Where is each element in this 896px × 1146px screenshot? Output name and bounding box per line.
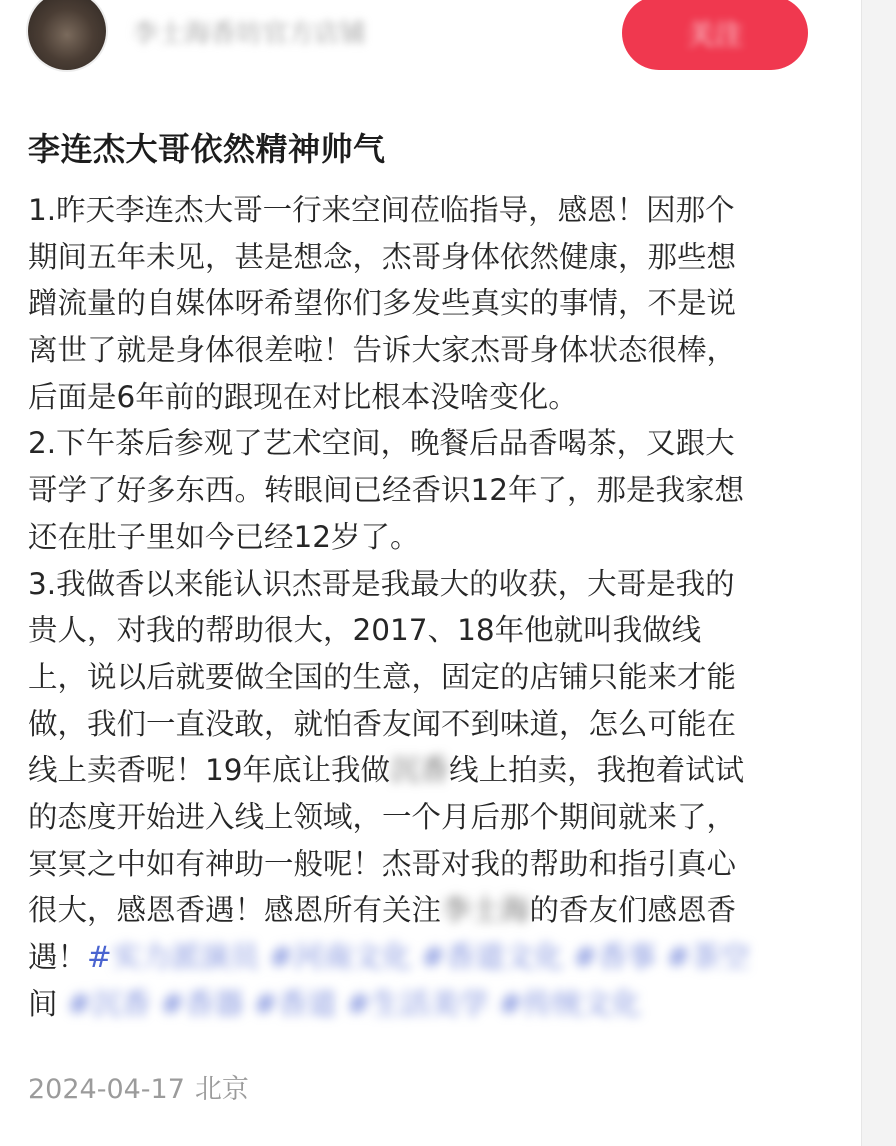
post-line (28, 934, 818, 981)
post-meta (28, 1068, 249, 1112)
redacted-text: 沉香 (390, 753, 450, 788)
post-location: 北京 (194, 1074, 249, 1105)
follow-button-label: 关注 (686, 18, 743, 51)
post-line (28, 887, 818, 934)
right-frame-edge (861, 0, 896, 1146)
post-line (28, 981, 818, 1028)
post-header (0, 0, 862, 80)
post-line: 冥冥之中如有神助一般呢！杰哥对我的帮助和指引真心 (28, 846, 737, 881)
post-line: 3.我做香以来能认识杰哥是我最大的收获，大哥是我的 (28, 566, 735, 601)
redacted-text: 李士海 (441, 893, 530, 928)
post-line: 贵人，对我的帮助很大，2017、18年他就叫我做线 (28, 613, 702, 648)
topic-tags[interactable]: 实力派演员 #河南文化 #香道文化 #香事 #茶空 (111, 940, 750, 974)
post-line: 后面是6年前的跟现在对比根本没啥变化。 (28, 379, 578, 414)
post-line: 哥学了好多东西。转眼间已经香识12年了，那是我家想 (28, 473, 745, 508)
post-text: 线上拍卖，我抱着试试 (449, 753, 745, 788)
follow-button[interactable] (622, 0, 808, 70)
username[interactable]: 李士海香坊官方店铺 (132, 19, 367, 49)
post-line: 1.昨天李连杰大哥一行来空间莅临指导，感恩！因那个 (28, 193, 735, 227)
post-line: 蹭流量的自媒体呀希望你们多发些真实的事情，不是说 (28, 286, 737, 321)
hashtag-mark[interactable]: # (87, 940, 112, 974)
post-text: 间 (28, 986, 58, 1021)
post-text: 很大，感恩香遇！感恩所有关注 (28, 893, 442, 928)
post-text: 线上卖香呢！19年底让我做 (28, 753, 391, 788)
post-line: 2.下午茶后参观了艺术空间，晚餐后品香喝茶，又跟大 (28, 426, 735, 461)
post-line: 离世了就是身体很差啦！告诉大家杰哥身体状态很棒， (28, 333, 737, 368)
post-text: 的香友们感恩香 (529, 893, 737, 928)
post-line: 的态度开始进入线上领域，一个月后那个期间就来了， (28, 799, 737, 834)
avatar[interactable] (28, 0, 106, 70)
post-body (28, 187, 818, 1027)
post-title: 李连杰大哥依然精神帅气 (28, 130, 386, 168)
post-text: 遇！ (28, 940, 88, 974)
post-line: 还在肚子里如今已经12岁了。 (28, 519, 420, 554)
post-date: 2024-04-17 (28, 1074, 185, 1105)
post-line: 上，说以后就要做全国的生意，固定的店铺只能来才能 (28, 659, 737, 694)
post-line: 期间五年未见，甚是想念，杰哥身体依然健康，那些想 (28, 239, 737, 274)
post-line: 做，我们一直没敢，就怕香友闻不到味道，怎么可能在 (28, 706, 737, 741)
topic-tags[interactable]: #沉香 #香器 #香道 #生活美学 #传统文化 (57, 986, 641, 1021)
post-line (28, 747, 818, 794)
